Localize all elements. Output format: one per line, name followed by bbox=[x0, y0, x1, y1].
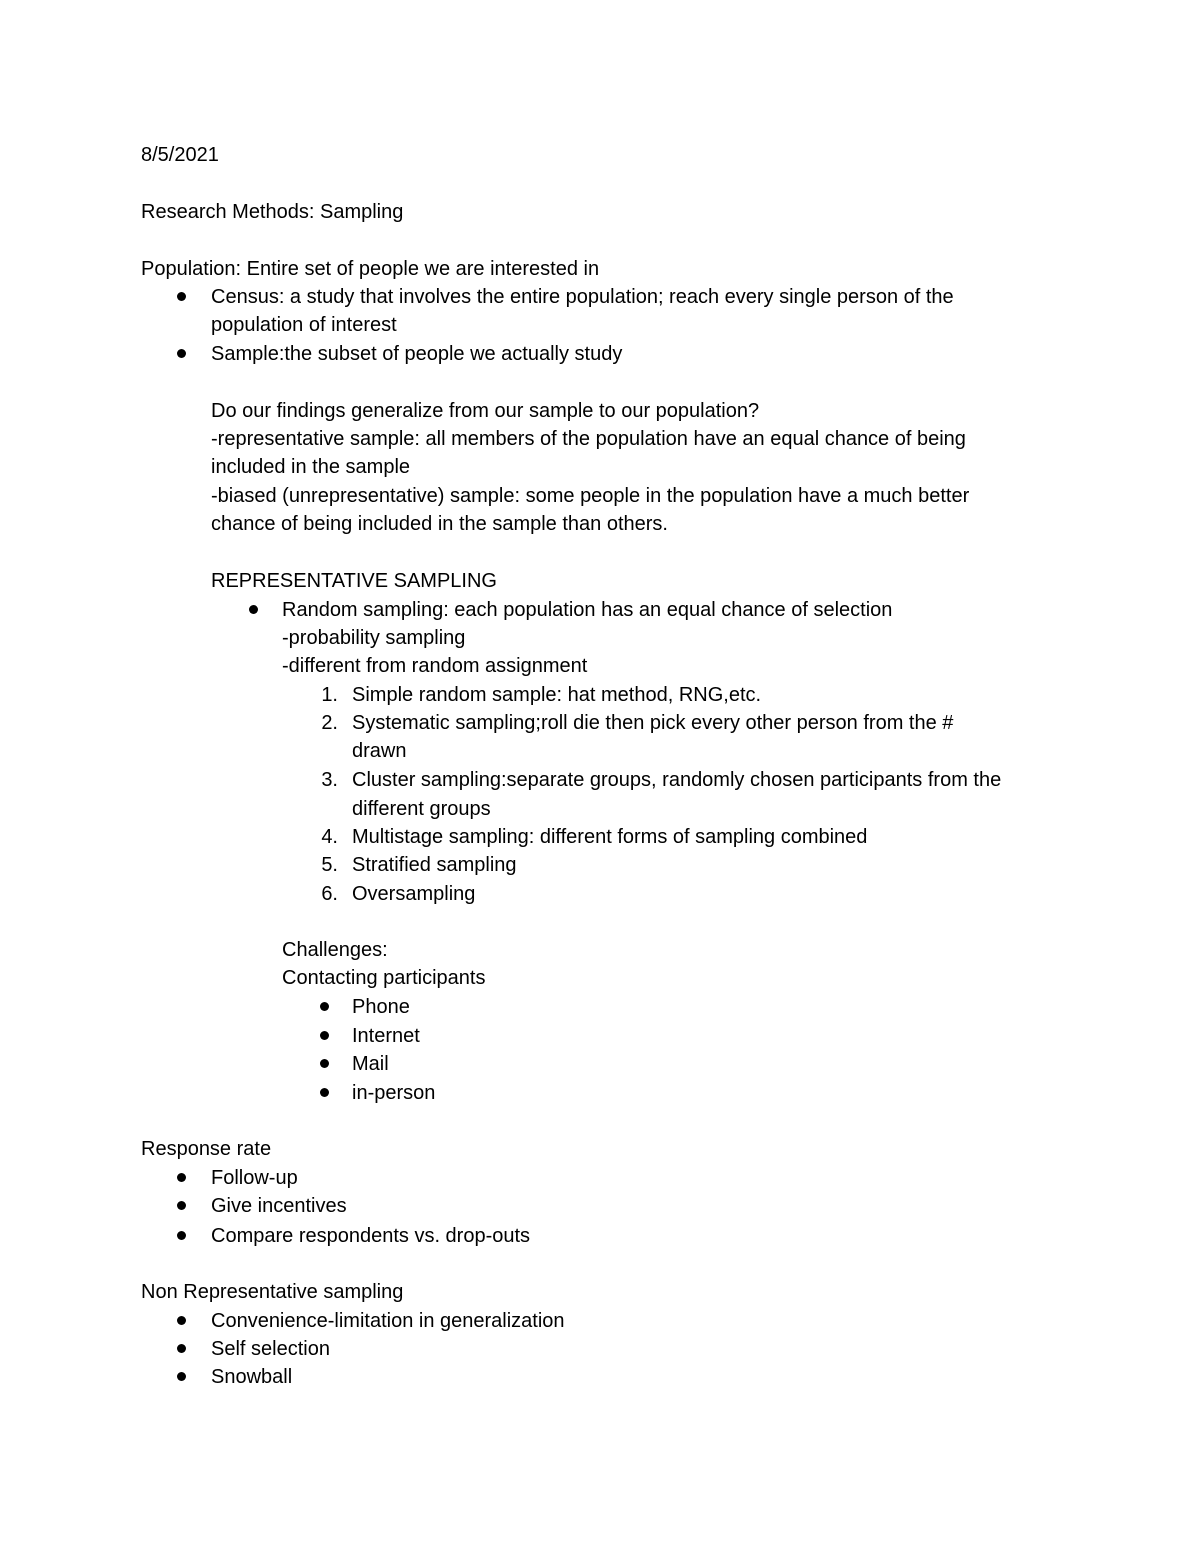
contacting-participants: Contacting participants bbox=[282, 967, 486, 989]
contact-method-item: Mail bbox=[352, 1053, 389, 1075]
list-number: 4. bbox=[321, 826, 338, 848]
response-rate-item: Compare respondents vs. drop-outs bbox=[211, 1225, 531, 1247]
probability-sampling-note: -probability sampling bbox=[282, 627, 466, 649]
representative-sampling-heading: REPRESENTATIVE SAMPLING bbox=[211, 570, 497, 592]
generalize-question: Do our findings generalize from our sample to our population? bbox=[211, 400, 760, 422]
list-number: 5. bbox=[321, 854, 338, 876]
sample-item: Sample:the subset of people we actually study bbox=[211, 343, 623, 365]
method-item-continued: drawn bbox=[352, 740, 407, 762]
non-representative-item: Convenience-limitation in generalization bbox=[211, 1310, 565, 1332]
bullet-icon bbox=[177, 1316, 186, 1325]
census-line-1: Census: a study that involves the entire population; reach every single person of the bbox=[211, 286, 954, 308]
random-assignment-note: -different from random assignment bbox=[282, 655, 588, 677]
bullet-icon bbox=[177, 1201, 186, 1210]
biased-line-1: -biased (unrepresentative) sample: some people in the population have a much better bbox=[211, 485, 970, 507]
list-number: 3. bbox=[321, 769, 338, 791]
bullet-icon bbox=[320, 1002, 329, 1011]
contact-method-item: Internet bbox=[352, 1025, 420, 1047]
random-sampling-item: Random sampling: each population has an equal chance of selection bbox=[282, 599, 893, 621]
method-item: Stratified sampling bbox=[352, 854, 517, 876]
bullet-icon bbox=[177, 1231, 186, 1240]
bullet-icon bbox=[320, 1031, 329, 1040]
method-item: Multistage sampling: different forms of sampling combined bbox=[352, 826, 868, 848]
page-title: Research Methods: Sampling bbox=[141, 201, 404, 223]
method-item: Systematic sampling;roll die then pick every other person from the # bbox=[352, 712, 954, 734]
non-representative-item: Snowball bbox=[211, 1366, 293, 1388]
non-representative-heading: Non Representative sampling bbox=[141, 1281, 404, 1303]
method-item: Simple random sample: hat method, RNG,etc. bbox=[352, 684, 762, 706]
bullet-icon bbox=[177, 349, 186, 358]
bullet-icon bbox=[249, 605, 258, 614]
bullet-icon bbox=[177, 1173, 186, 1182]
bullet-icon bbox=[177, 1344, 186, 1353]
representative-line-1: -representative sample: all members of the population have an equal chance of being bbox=[211, 428, 966, 450]
list-number: 2. bbox=[321, 712, 338, 734]
list-number: 6. bbox=[321, 883, 338, 905]
method-item: Cluster sampling:separate groups, randomly chosen participants from the bbox=[352, 769, 1002, 791]
biased-line-2: chance of being included in the sample than others. bbox=[211, 513, 668, 535]
bullet-icon bbox=[320, 1059, 329, 1068]
date: 8/5/2021 bbox=[141, 144, 219, 166]
response-rate-heading: Response rate bbox=[141, 1138, 272, 1160]
contact-method-item: in-person bbox=[352, 1082, 436, 1104]
representative-line-2: included in the sample bbox=[211, 456, 411, 478]
non-representative-item: Self selection bbox=[211, 1338, 330, 1360]
challenges-heading: Challenges: bbox=[282, 939, 388, 961]
bullet-icon bbox=[177, 1372, 186, 1381]
method-item-continued: different groups bbox=[352, 798, 491, 820]
method-item: Oversampling bbox=[352, 883, 476, 905]
bullet-icon bbox=[320, 1088, 329, 1097]
contact-method-item: Phone bbox=[352, 996, 410, 1018]
response-rate-item: Give incentives bbox=[211, 1195, 347, 1217]
response-rate-item: Follow-up bbox=[211, 1167, 298, 1189]
bullet-icon bbox=[177, 292, 186, 301]
list-number: 1. bbox=[321, 684, 338, 706]
census-line-2: population of interest bbox=[211, 314, 397, 336]
population-heading: Population: Entire set of people we are interested in bbox=[141, 258, 600, 280]
